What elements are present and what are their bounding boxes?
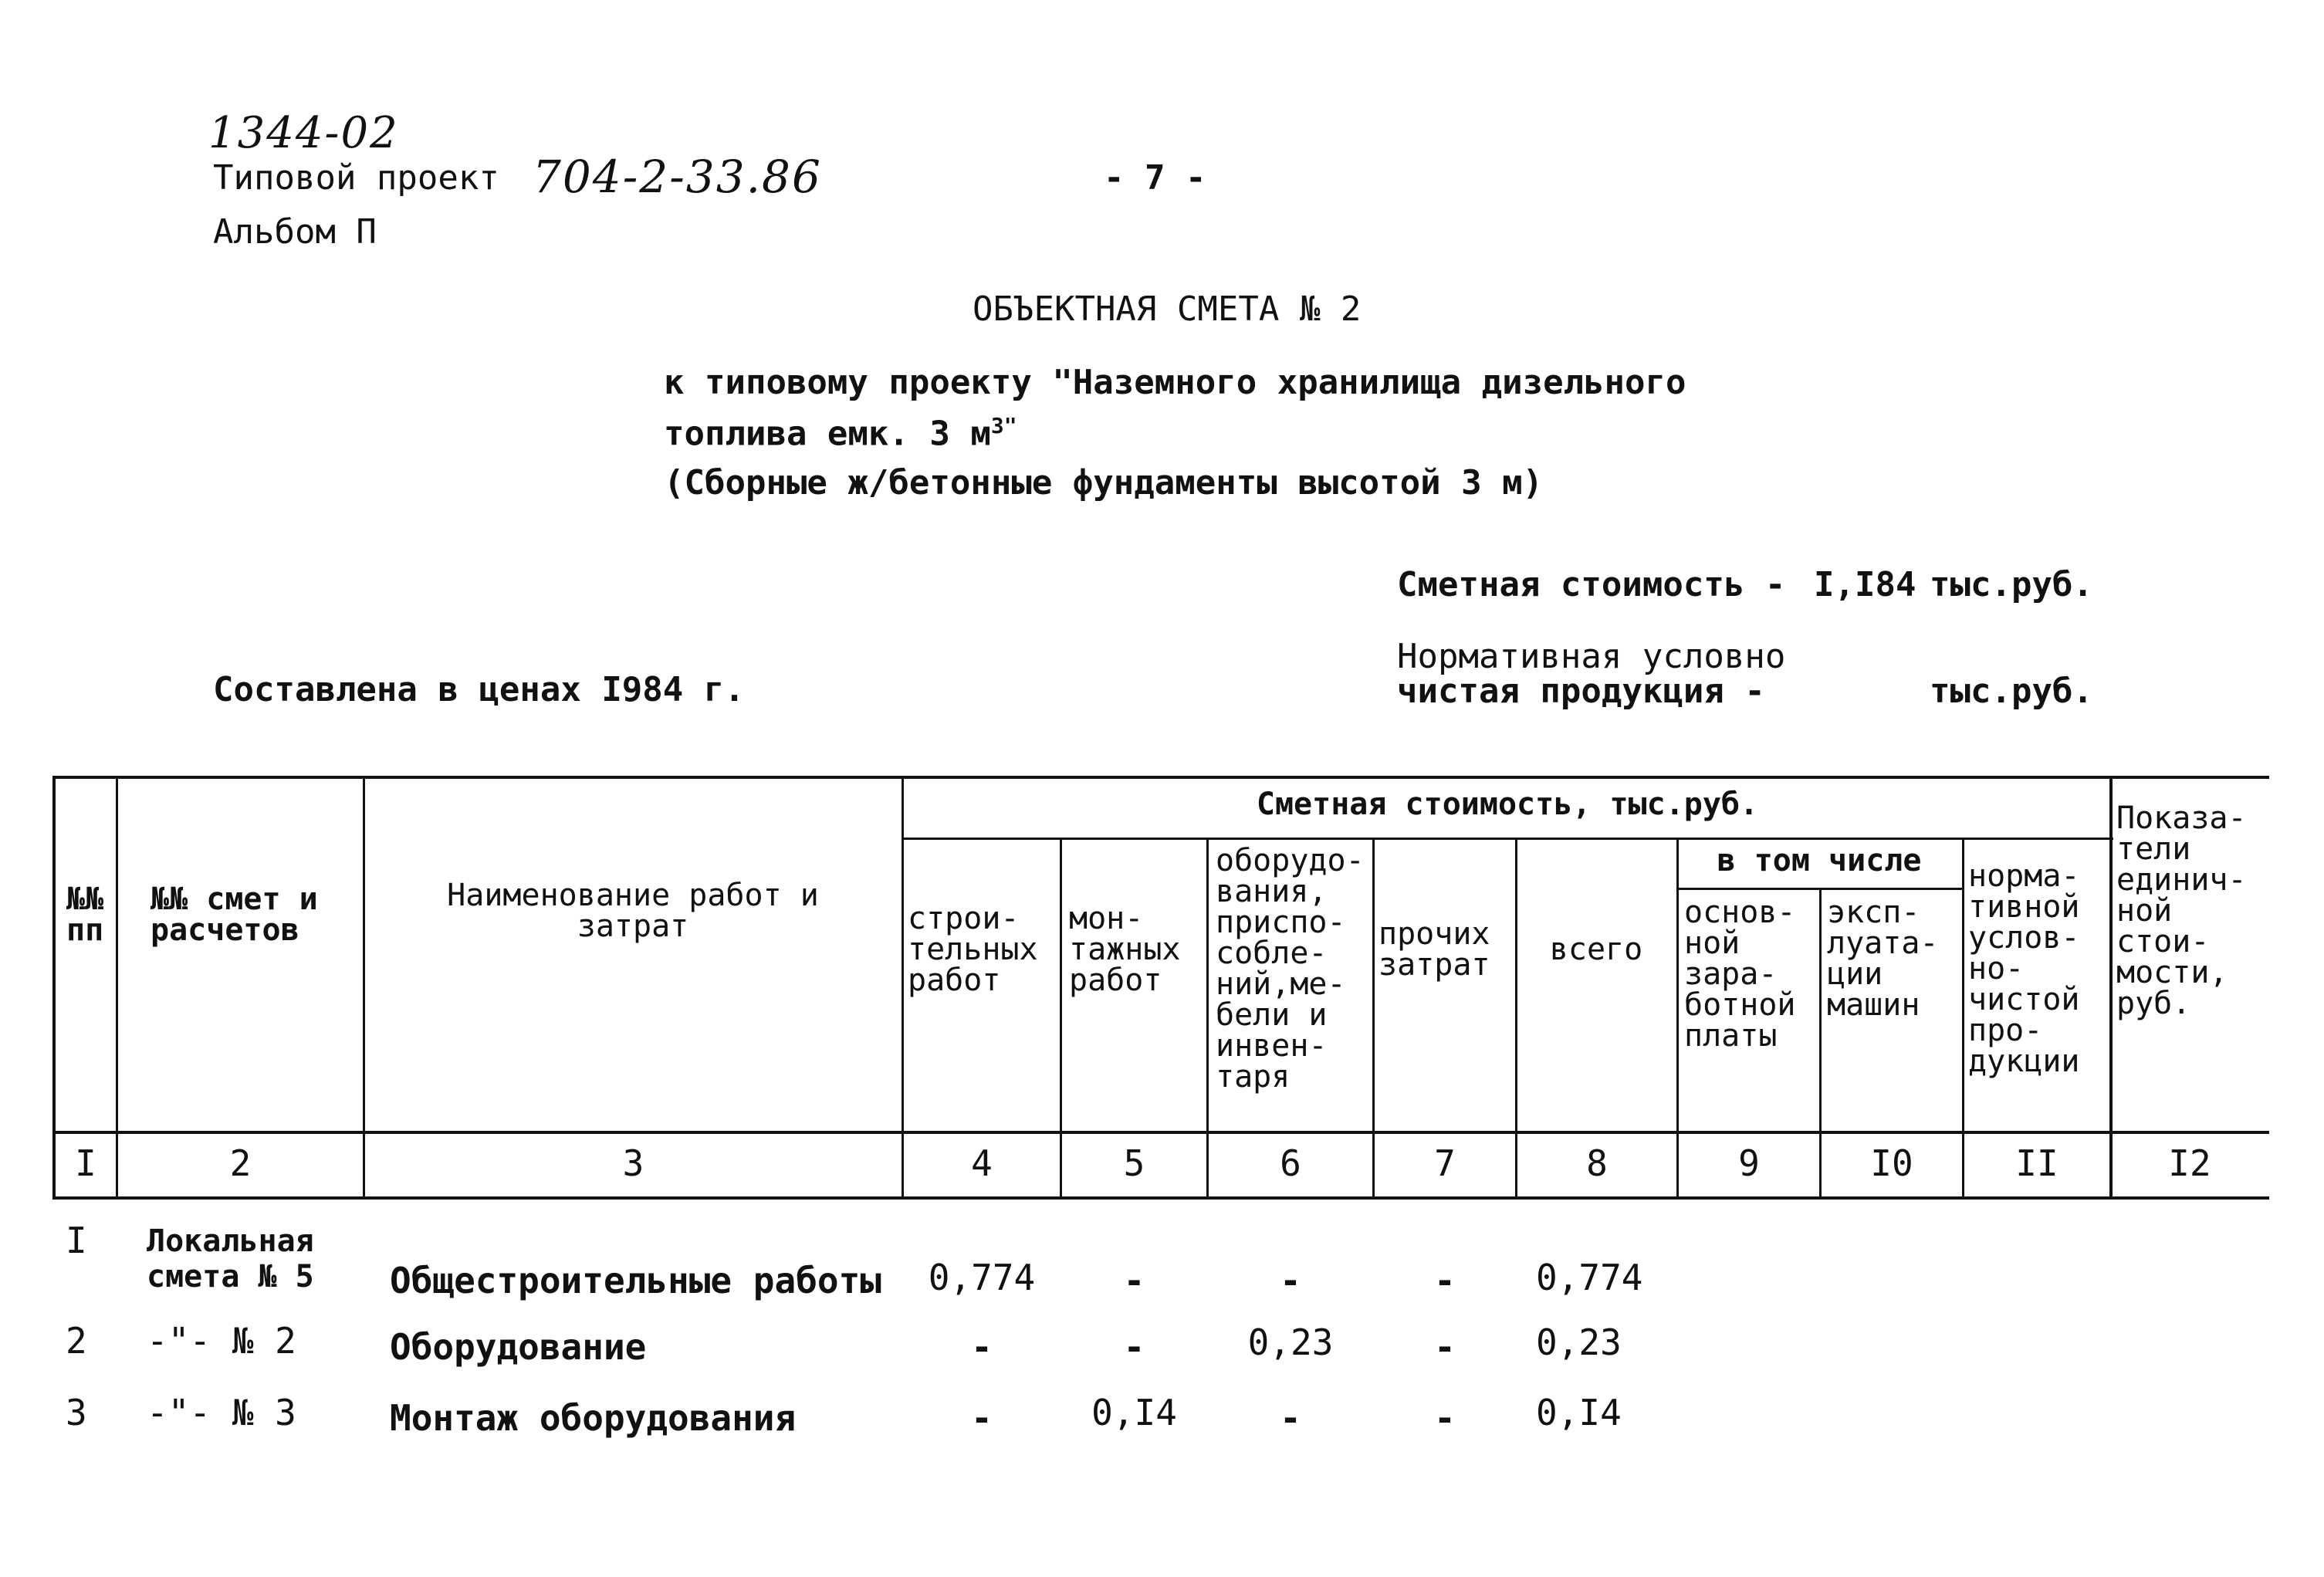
row-2-ref: -"- № 2 [147, 1320, 296, 1362]
vline-2 [363, 776, 365, 1200]
row-1-installation: - [1123, 1260, 1145, 1301]
subtitle-line-2-text: топлива емк. 3 м [664, 414, 991, 454]
col-header-estimate-ref: №№ смет и расчетов [151, 882, 318, 948]
project-label: Типовой проект [213, 158, 499, 198]
vline-11 [2109, 776, 2113, 1200]
row-2-total: 0,23 [1536, 1321, 1622, 1363]
col-header-unit-cost: Показа- тели единич- ной стои- мости, руб. [2116, 800, 2247, 1021]
cost-unit: тыс.руб. [1930, 565, 2093, 604]
row-1-name: Общестроительные работы [390, 1260, 881, 1301]
col-number-10: I0 [1870, 1142, 1913, 1184]
col-number-11: II [2015, 1142, 2058, 1184]
row-1-ref: Локальная смета № 5 [147, 1223, 314, 1294]
cost-label: Сметная стоимость - [1397, 565, 1786, 604]
row-3-name: Монтаж оборудования [390, 1397, 797, 1439]
row-2-installation: - [1123, 1326, 1145, 1368]
col-number-4: 4 [971, 1142, 993, 1184]
row-3-total: 0,I4 [1536, 1392, 1622, 1433]
col-header-wages: основ- ной зара- ботной платы [1684, 895, 1796, 1054]
group-header-cost: Сметная стоимость, тыс.руб. [1256, 787, 1759, 822]
table-top-border [52, 776, 2269, 779]
cost-group-divider [902, 838, 2113, 840]
subtitle-line-3: (Сборные ж/бетонные фундаменты высотой 3 м) [664, 463, 1544, 503]
row-1-number: I [66, 1220, 87, 1261]
col-number-9: 9 [1738, 1142, 1760, 1184]
col-header-net-product: норма- тивной услов- но- чистой про- дукции [1968, 858, 2080, 1079]
col-number-8: 8 [1586, 1142, 1608, 1184]
page-number: - 7 - [1104, 158, 1206, 198]
document-heading: ОБЪЕКТНАЯ СМЕТА № 2 [973, 289, 1362, 329]
col-header-construction: строи- тельных работ [908, 901, 1038, 998]
norm-label-2: чистая продукция - [1397, 672, 1765, 711]
row-2-other: - [1434, 1326, 1456, 1368]
col-header-number: №№ пп [66, 882, 104, 948]
handwritten-code: 1344-02 [208, 108, 399, 158]
col-number-1: I [75, 1142, 96, 1184]
subtitle-superscript: 3" [990, 413, 1017, 438]
row-1-other: - [1434, 1260, 1456, 1301]
col-number-7: 7 [1434, 1142, 1456, 1184]
row-3-construction: - [971, 1397, 993, 1439]
col-header-other: прочих затрат [1379, 916, 1490, 983]
row-2-equipment: 0,23 [1247, 1321, 1334, 1363]
col-header-equipment: оборудо- вания, приспо- собле- ний,ме- бели и инвен- таря [1216, 843, 1365, 1095]
row-1-total: 0,774 [1536, 1257, 1643, 1298]
row-2-name: Оборудование [390, 1326, 647, 1368]
norm-label-1: Нормативная условно [1397, 637, 1786, 676]
col-header-total: всего [1549, 932, 1643, 967]
col-number-3: 3 [622, 1142, 644, 1184]
col-number-5: 5 [1123, 1142, 1145, 1184]
row-1-equipment: - [1280, 1260, 1301, 1301]
project-number: 704-2-33.86 [533, 151, 822, 203]
norm-unit: тыс.руб. [1930, 672, 2093, 711]
prices-year: Составлена в ценах I984 г. [213, 670, 745, 709]
row-3-equipment: - [1280, 1397, 1301, 1439]
header-bottom-border [52, 1131, 2269, 1134]
row-2-number: 2 [66, 1320, 87, 1362]
col-number-12: I2 [2168, 1142, 2211, 1184]
group-header-including: в том числе [1717, 843, 1922, 878]
row-3-number: 3 [66, 1392, 87, 1433]
vline-3 [902, 776, 904, 1200]
row-3-other: - [1434, 1397, 1456, 1439]
row-3-installation: 0,I4 [1091, 1392, 1177, 1433]
row-1-construction: 0,774 [928, 1257, 1036, 1298]
col-header-work-name: Наименование работ и затрат [447, 878, 819, 944]
row-2-construction: - [971, 1326, 993, 1368]
col-number-6: 6 [1280, 1142, 1301, 1184]
number-row-border [52, 1196, 2269, 1200]
subtitle-line-2 [664, 413, 1017, 454]
row-3-ref: -"- № 3 [147, 1392, 296, 1433]
album-label: Альбом П [213, 212, 377, 252]
col-number-2: 2 [229, 1142, 252, 1184]
vline-0 [52, 776, 56, 1200]
cost-value: I,I84 [1814, 565, 1916, 604]
col-header-machines: эксп- луата- ции машин [1827, 895, 1939, 1023]
vline-1 [116, 776, 118, 1200]
col-header-installation: мон- тажных работ [1069, 901, 1181, 998]
subtitle-line-1: к типовому проекту "Наземного хранилища дизельного [664, 363, 1686, 402]
